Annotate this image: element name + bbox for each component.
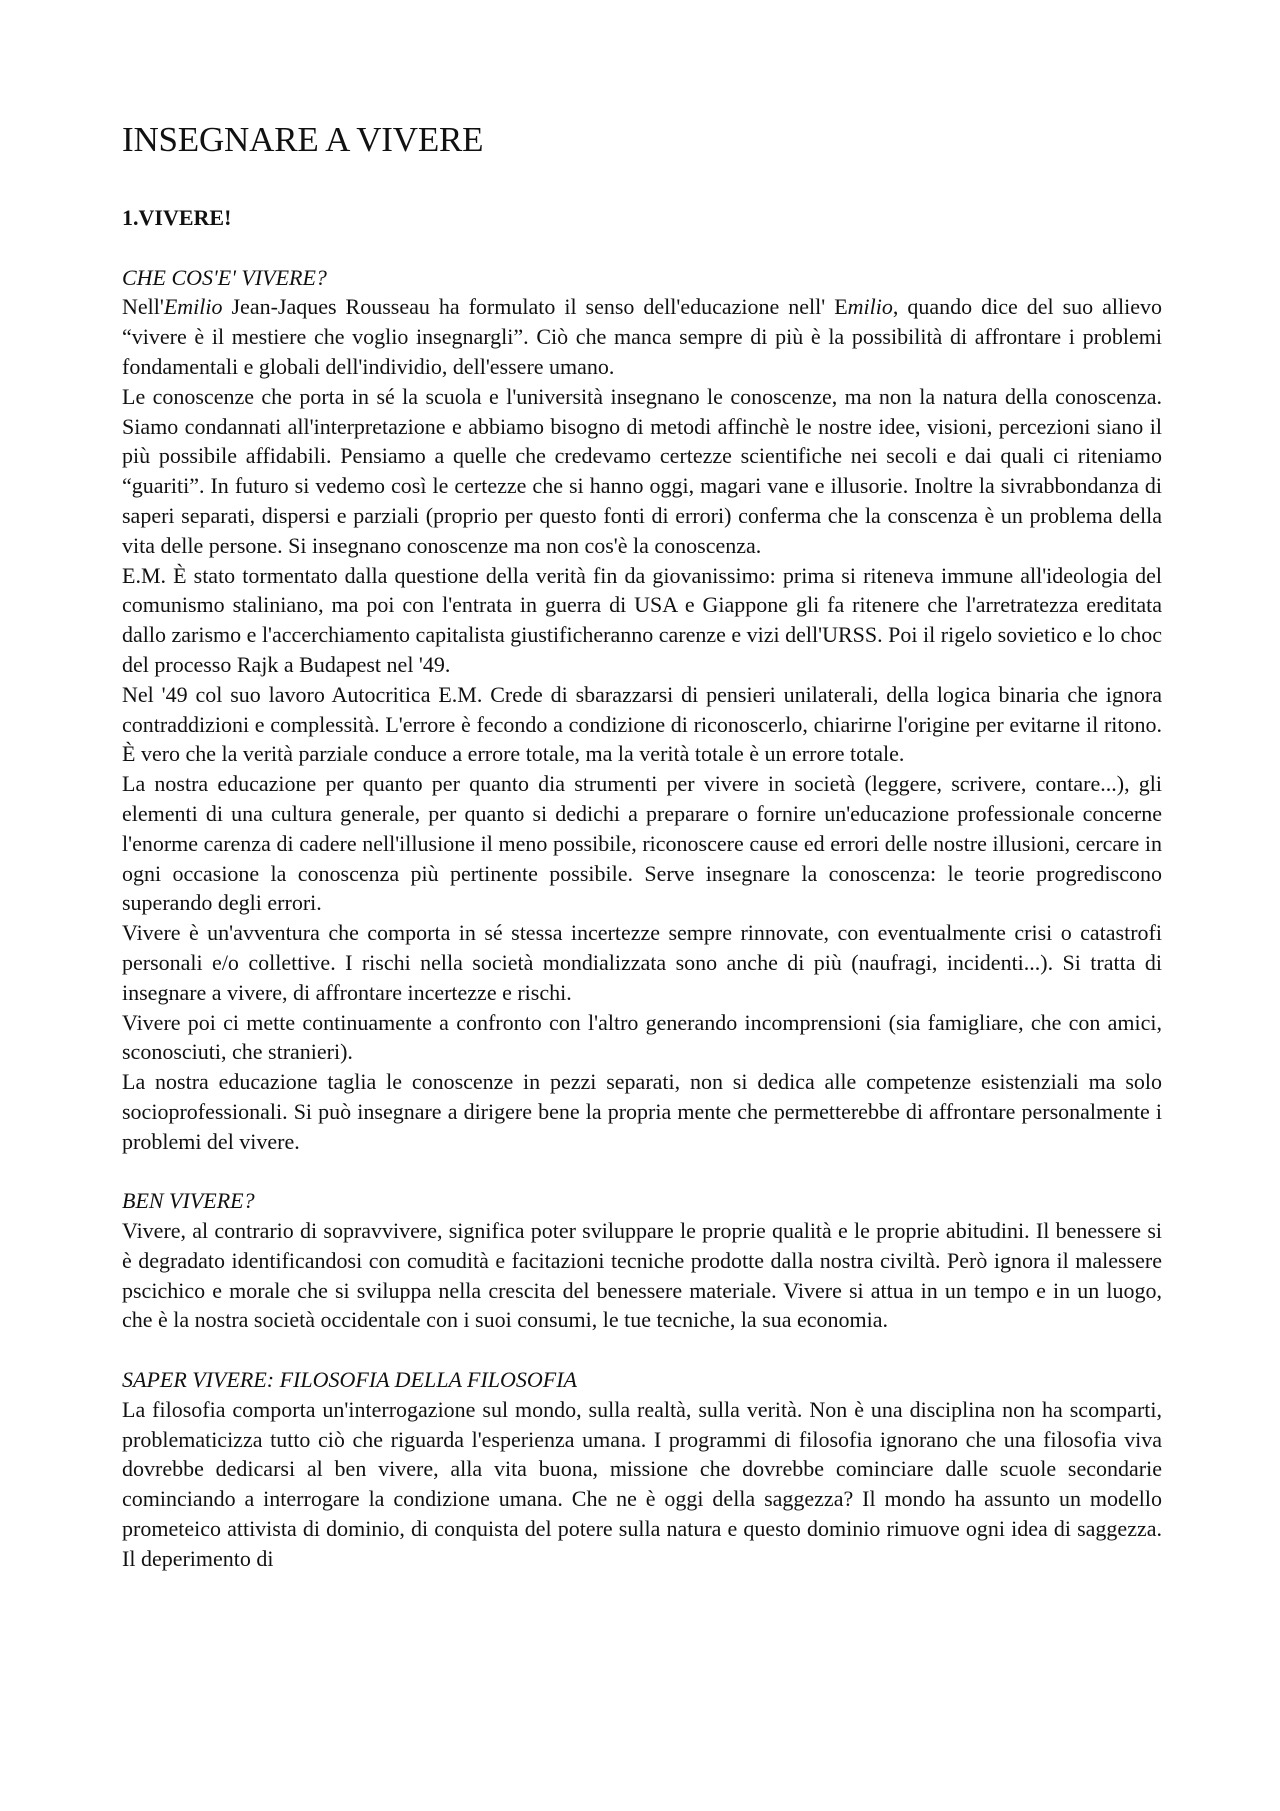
section-heading: CHE COS'E' VIVERE?	[122, 264, 327, 290]
chapter-heading: 1.VIVERE!	[122, 205, 232, 230]
paragraph: La nostra educazione taglia le conoscenze in pezzi separati, non si dedica alle competenze esistenziali ma solo socioprofessionali. Si può insegnare a dirigere bene la propria mente che permetterebbe di affrontare personalmente i problemi del vivere.	[122, 1069, 1162, 1154]
document-title: INSEGNARE A VIVERE	[122, 120, 484, 159]
paragraph: Nell'Emilio Jean-Jaques Rousseau ha formulato il senso dell'educazione nell' Emilio, quando dice del suo allievo “vivere è il mestiere che voglio insegnargli”. Ciò che manca sempre di più è la possibilità di affrontare i problemi fondamentali e globali dell'individio, dell'essere umano.	[122, 294, 1163, 379]
section-ben-vivere	[122, 1186, 1162, 1335]
section-heading: SAPER VIVERE: FILOSOFIA DELLA FILOSOFIA	[122, 1367, 577, 1393]
section-saper-vivere	[122, 1365, 1162, 1574]
paragraph: Vivere è un'avventura che comporta in sé stessa incertezze sempre rinnovate, con eventualmente crisi o catastrofi personali e/o collettive. I rischi nella società mondializzata sono anche di più (naufragi, incidenti...). Si tratta di insegnare a vivere, di affrontare incertezze e rischi.	[122, 920, 1162, 1005]
paragraph: E.M. È stato tormentato dalla questione della verità fin da giovanissimo: prima si riteneva immune all'ideologia del comunismo staliniano, ma poi con l'entrata in guerra di USA e Giappone gli fa ritenere che l'arretratezza ereditata dallo zarismo e l'accerchiamento capitalista giustificheranno carenze e vizi dell'URSS. Poi il rigelo sovietico e lo choc del processo Rajk a Budapest nel '49.	[122, 562, 1162, 677]
paragraph: Vivere poi ci mette continuamente a confronto con l'altro generando incomprensioni (sia famigliare, che con amici, sconosciuti, che stranieri).	[122, 1009, 1162, 1065]
paragraph: La nostra educazione per quanto per quanto dia strumenti per vivere in società (leggere, scrivere, contare...), gli elementi di una cultura generale, per quanto si dedichi a preparare o fornire un'educazione professionale concerne l'enorme carenza di cadere nell'illusione il meno possibile, riconoscere cause ed errori delle nostre illusioni, cercare in ogni occasione la conoscenza più pertinente possibile. Serve insegnare la conoscenza: le teorie progrediscono superando degli errori.	[122, 771, 1162, 916]
paragraph: Vivere, al contrario di sopravvivere, significa poter sviluppare le proprie qualità e le proprie abitudini. Il benessere si è degradato identificandosi con comudità e facitazioni tecniche prodotte dalla nostra civiltà. Però ignora il malessere pscichico e morale che si sviluppa nella crescita del benessere materiale. Vivere si attua in un tempo e in un luogo, che è la nostra società occidentale con i suoi consumi, le tue tecniche, la sua economia.	[122, 1218, 1162, 1333]
paragraph: La filosofia comporta un'interrogazione sul mondo, sulla realtà, sulla verità. Non è una disciplina non ha scomparti, problematicizza tutto ciò che riguarda l'esperienza umana. I programmi di filosofia ignorano che una filosofia viva dovrebbe dedicarsi al ben vivere, alla vita buona, missione che dovrebbe cominciare dalle scuole secondarie cominciando a interrogare la condizione umana. Che ne è oggi della saggezza? Il mondo ha assunto un modello prometeico attivista di dominio, di conquista del potere sulla natura e questo dominio rimuove ogni idea di saggezza. Il deperimento di	[122, 1396, 1162, 1571]
section-heading: BEN VIVERE?	[122, 1188, 255, 1214]
document-page	[122, 118, 1162, 1574]
section-che-cose-vivere	[122, 263, 1162, 1157]
paragraph: Nel '49 col suo lavoro Autocritica E.M. Crede di sbarazzarsi di pensieri unilaterali, della logica binaria che ignora contraddizioni e complessità. L'errore è fecondo a condizione di riconoscerlo, chiarirne l'origine per evitarne il ritono. È vero che la verità parziale conduce a errore totale, ma la verità totale è un errore totale.	[122, 681, 1162, 767]
paragraph: Le conoscenze che porta in sé la scuola e l'università insegnano le conoscenze, ma non la natura della conoscenza. Siamo condannati all'interpretazione e abbiamo bisogno di metodi affinchè le nostre idee, visioni, percezioni siano il più possibile affidabili. Pensiamo a quelle che credevamo certezze scientifiche nei secoli e dai quali ci riteniamo “guariti”. In futuro si vedemo così le certezze che si hanno oggi, magari vane e illusorie. Inoltre la sivrabbondanza di saperi separati, dispersi e parziali (proprio per questo fonti di errori) conferma che la conscenza è un problema della vita delle persone. Si insegnano conoscenze ma non cos'è la conoscenza.	[122, 383, 1162, 558]
